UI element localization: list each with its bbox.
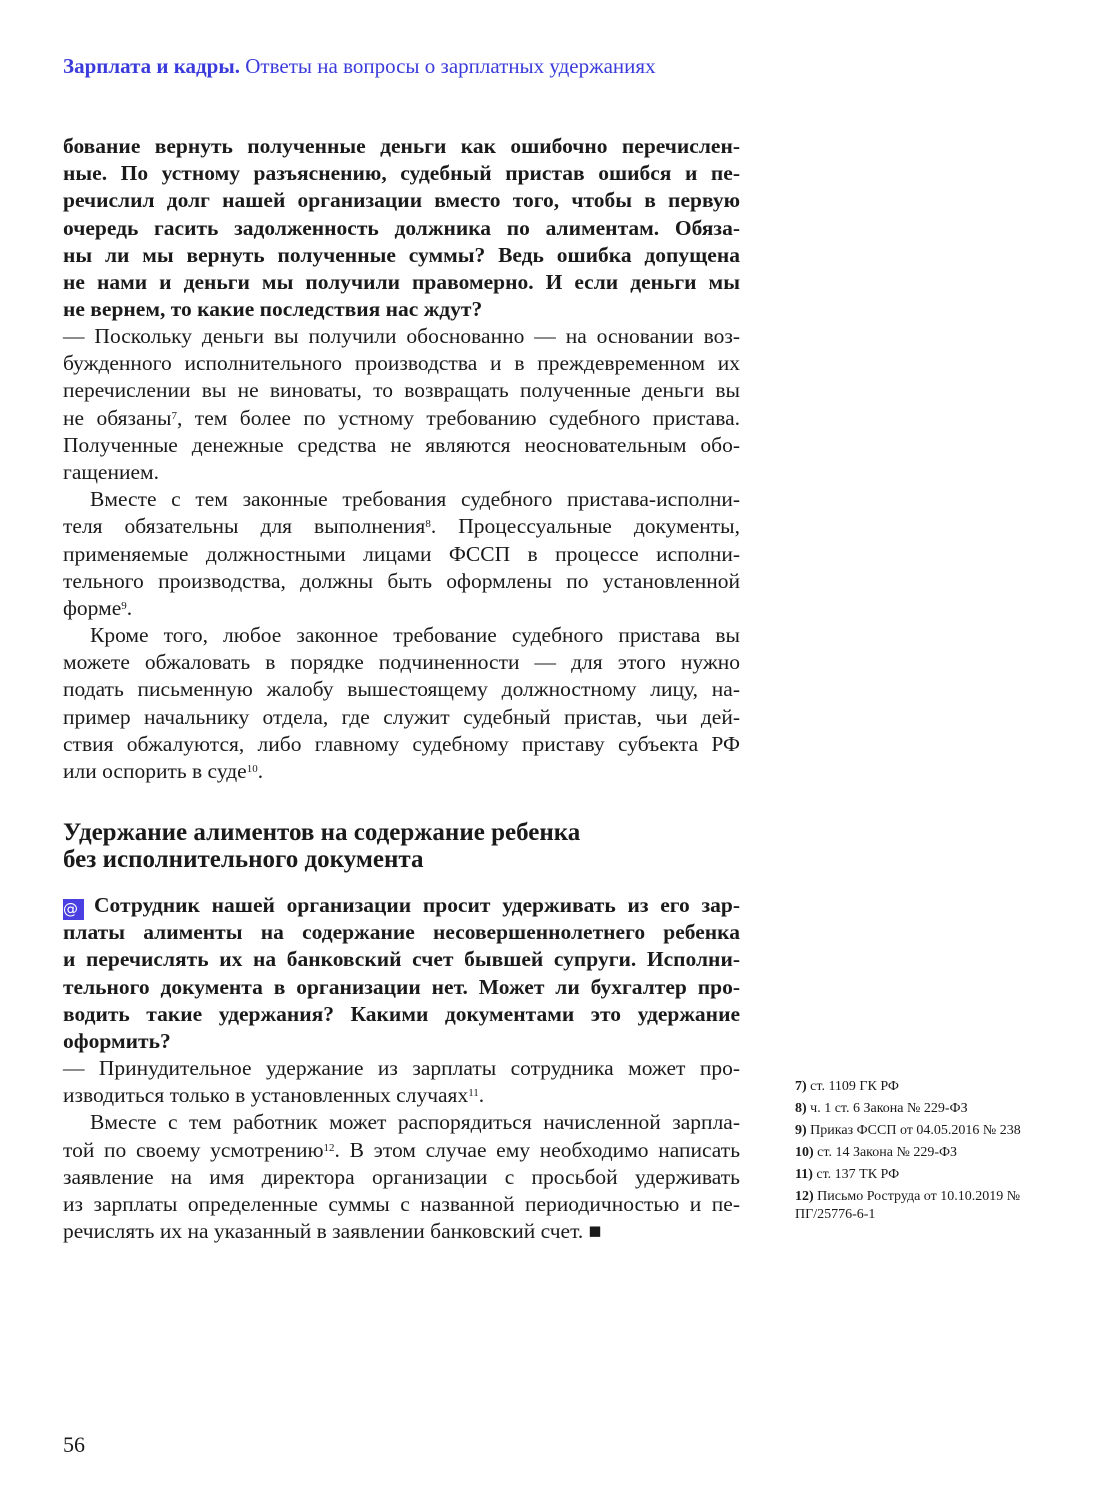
text-line: пример начальнику отдела, где служит судебный пристав, чьи дей- — [63, 704, 740, 729]
text-line: водить такие удержания? Какими документами это удержание — [63, 1001, 740, 1026]
text-line: бование вернуть полученные деньги как ошибочно перечислен- — [63, 134, 740, 158]
footnote: 12) Письмо Роструда от 10.10.2019 № ПГ/25776-6-1 — [795, 1189, 1021, 1222]
text-line: речислил долг нашей организации вместо того, чтобы в первую — [63, 188, 740, 213]
text-line: не нами и деньги мы получили правомерно. И если деньги мы — [63, 269, 740, 294]
text-line: или оспорить в суде$^{10}$. — [63, 759, 264, 783]
text-line: перечислении вы не виноваты, то возвращать полученные деньги вы — [63, 378, 740, 403]
footnote-ref: 8 — [425, 518, 431, 531]
text-line: из зарплаты определенные суммы с названной периодичностью и пе- — [63, 1191, 740, 1216]
text-line: заявление на имя директора организации с просьбой удерживать — [63, 1164, 740, 1189]
text-line: тельного производства, должны быть оформлены по установленной — [63, 568, 740, 593]
question-at-icon: @ — [63, 899, 84, 920]
text-line: и перечислять их на банковский счет бывшей супруги. Исполни- — [63, 947, 740, 972]
text-line: оформить? — [63, 1028, 171, 1053]
question-1 — [63, 133, 740, 323]
footnote: 8) ч. 1 ст. 6 Закона № 229-ФЗ — [795, 1101, 968, 1116]
text-line: теля обязательны для выполнения$^8$. Процессуальные документы, — [63, 514, 740, 539]
text-line: ствия обжалуются, либо главному судебному приставу субъекта РФ — [63, 731, 740, 756]
heading-line: Удержание алиментов на содержание ребенка — [63, 819, 581, 846]
text-line: можете обжаловать в порядке подчиненности — для этого нужно — [63, 650, 740, 675]
footnote: 10) ст. 14 Закона № 229-ФЗ — [795, 1145, 958, 1160]
text-line: речислять их на указанный в заявлении банковский счет. ■ — [63, 1219, 602, 1244]
text-line: той по своему усмотрению$^{12}$. В этом случае ему необходимо написать — [63, 1137, 740, 1162]
answer-2 — [63, 1055, 740, 1245]
text-line: подать письменную жалобу вышестоящему должностному лицу, на- — [63, 677, 740, 702]
footnote-ref: 10 — [246, 763, 258, 775]
footnote-ref: 7 — [171, 409, 177, 422]
text-line: гащением. — [63, 459, 159, 484]
text-line: тельного документа в организации нет. Может ли бухгалтер про- — [63, 974, 740, 999]
footnote-ref: 9 — [121, 599, 127, 612]
page-number: 56 — [63, 1432, 85, 1457]
footnote: 11) ст. 137 ТК РФ — [795, 1167, 900, 1182]
text-line: — Поскольку деньги вы получили обоснованно — на основании воз- — [63, 324, 740, 348]
text-line: @ Сотрудник нашей организации просит удерживать из его зар- — [63, 893, 740, 918]
header-section: Зарплата и кадры. — [63, 54, 241, 78]
heading-line: без исполнительного документа — [63, 846, 424, 873]
text-line: не вернем, то какие последствия нас ждут? — [63, 297, 483, 322]
footnote: 9) Приказ ФССП от 04.05.2016 № 238 — [795, 1123, 1021, 1138]
text-line: ны ли мы вернуть полученные суммы? Ведь ошибка допущена — [63, 242, 740, 267]
text-line: бужденного исполнительного производства и в преждевременном их — [63, 351, 740, 376]
running-header — [63, 54, 656, 79]
text-line: не обязаны$^7$, тем более по устному требованию судебного пристава. — [63, 405, 740, 430]
text-line: — Принудительное удержание из зарплаты сотрудника может про- — [63, 1056, 740, 1080]
text-line: Кроме того, любое законное требование судебного пристава вы — [90, 623, 740, 648]
text-line: ные. По устному разъяснению, судебный пристав ошибся и пе- — [63, 161, 740, 186]
text-line: платы алименты на содержание несовершеннолетнего ребенка — [63, 920, 740, 945]
footnotes — [795, 1078, 1025, 1228]
footnote: 7) ст. 1109 ГК РФ — [795, 1079, 899, 1094]
footnote-ref: 12 — [323, 1141, 335, 1154]
answer-1 — [63, 323, 740, 785]
text-line: форме$^9$. — [63, 595, 133, 620]
section-heading — [63, 819, 763, 873]
footnote-ref: 11 — [468, 1087, 479, 1100]
text-line: Вместе с тем законные требования судебного пристава-исполни- — [90, 487, 740, 512]
text-line: очередь гасить задолженность должника по алиментам. Обяза- — [63, 215, 740, 240]
question-2 — [63, 892, 740, 1055]
text-line: Полученные денежные средства не являются неосновательным обо- — [63, 432, 740, 457]
text-line: изводиться только в установленных случаях$^{11}$. — [63, 1083, 485, 1108]
text-line: применяемые должностными лицами ФССП в процессе исполни- — [63, 541, 740, 566]
header-title: Ответы на вопросы о зарплатных удержаниях — [245, 54, 656, 78]
text-line: Вместе с тем работник может распорядиться начисленной зарпла- — [90, 1110, 740, 1135]
